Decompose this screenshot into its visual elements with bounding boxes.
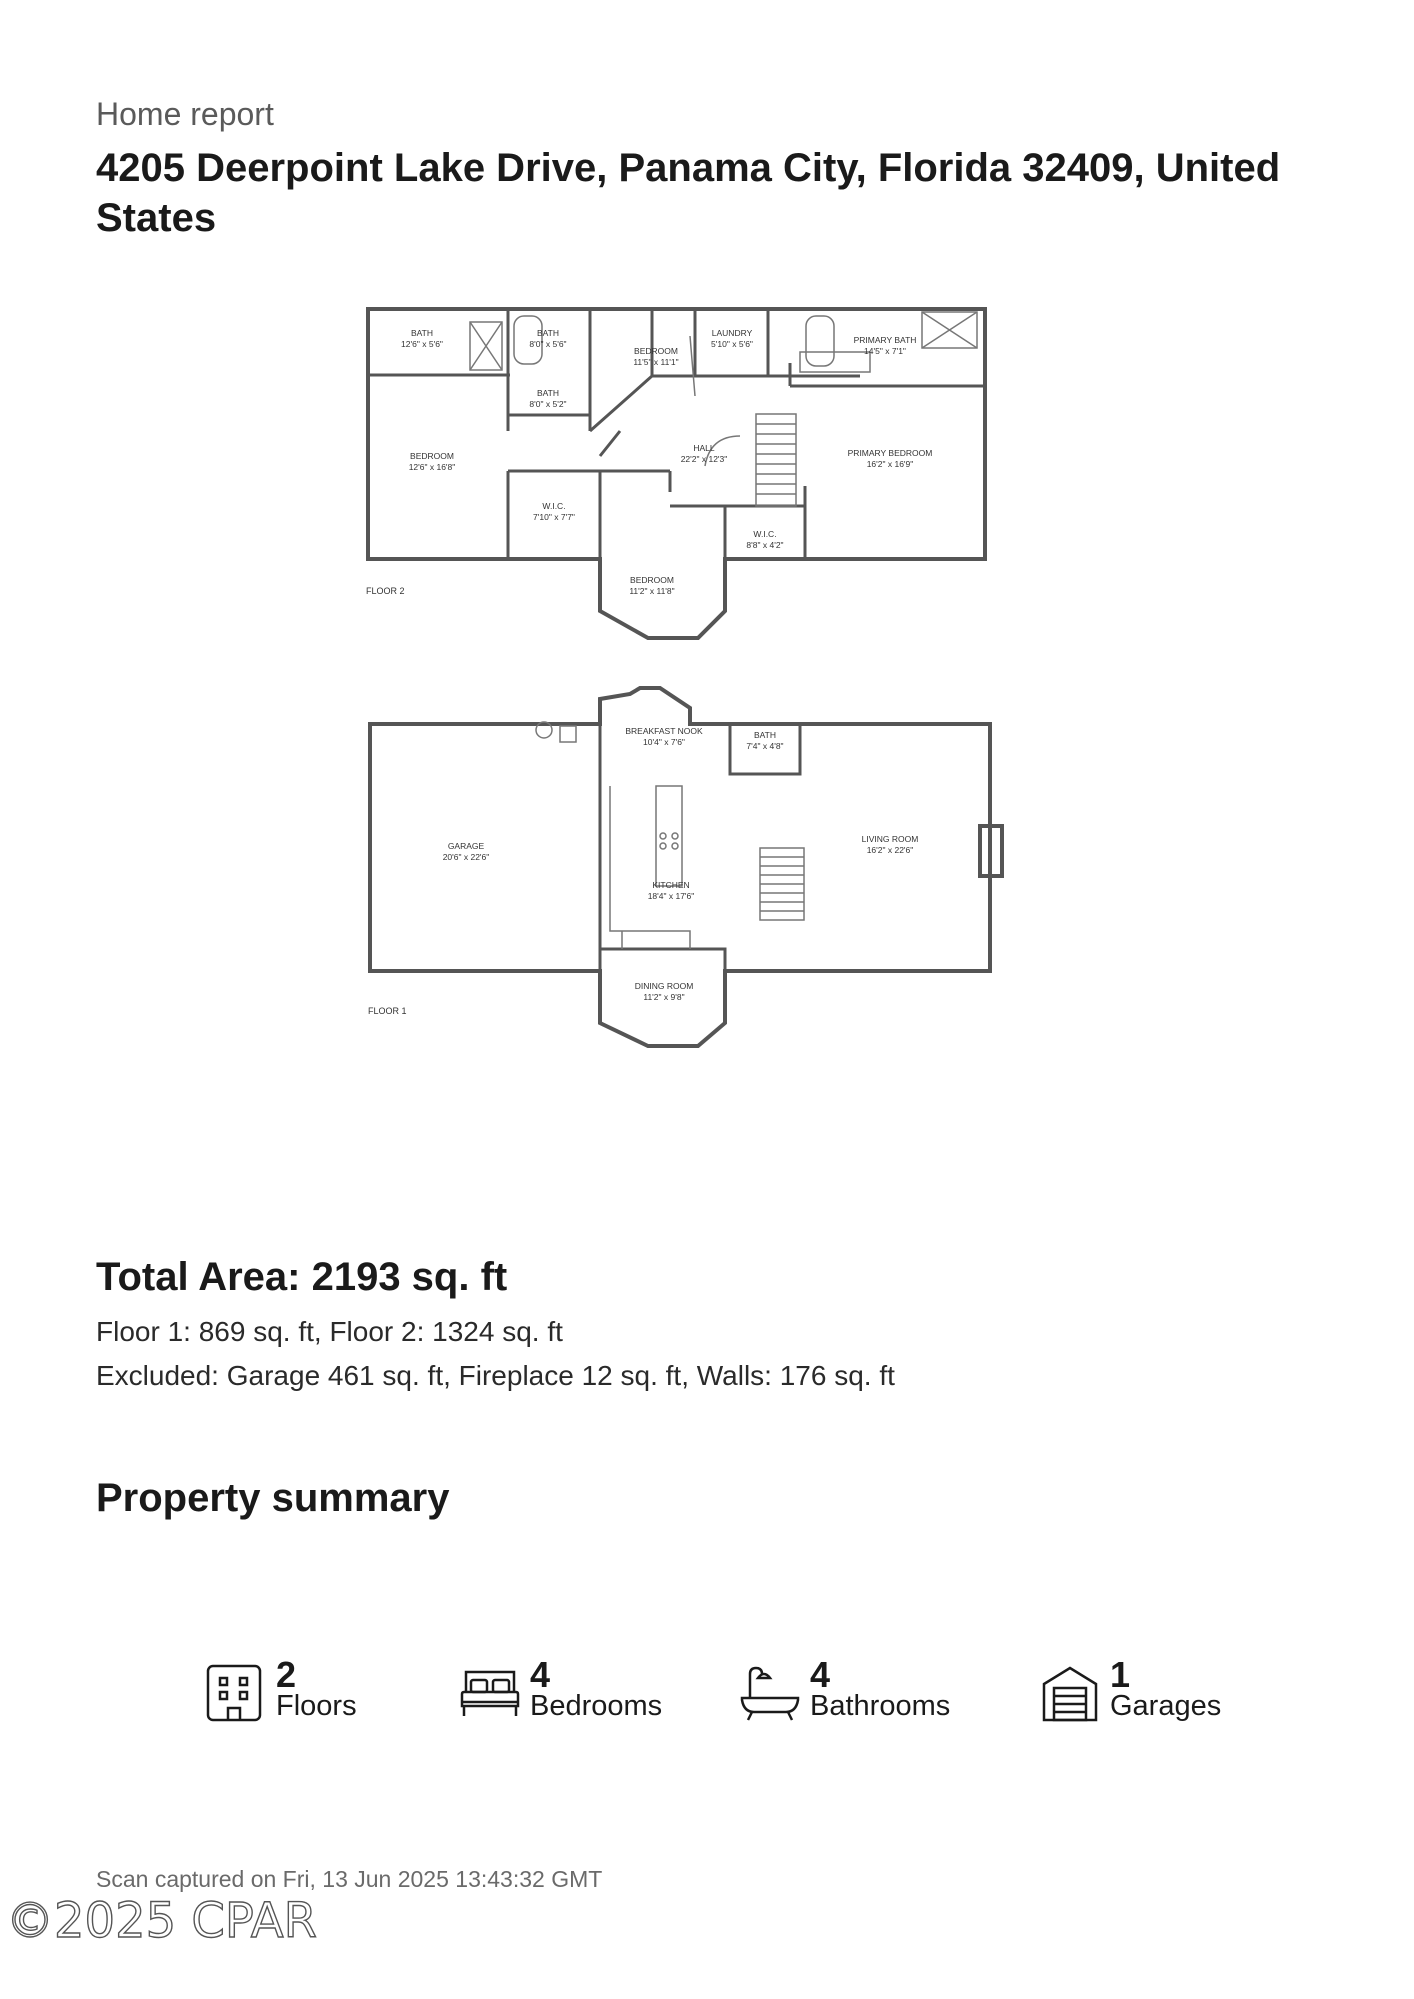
stair-floor2 [756, 414, 796, 506]
svg-text:W.I.C.: W.I.C. [753, 529, 777, 539]
svg-text:DINING ROOM: DINING ROOM [634, 981, 694, 991]
svg-text:BATH: BATH [410, 328, 434, 338]
floor-plan [360, 296, 1020, 1076]
svg-text:LIVING ROOM: LIVING ROOM [861, 834, 919, 844]
svg-text:14'5" x 7'1": 14'5" x 7'1" [864, 346, 906, 356]
watermark [4, 1891, 334, 1951]
garage-icon [1040, 1664, 1100, 1722]
excluded-areas: Excluded: Garage 461 sq. ft, Fireplace 12 sq. ft, Walls: 176 sq. ft [96, 1360, 895, 1391]
stat-label: Bedrooms [530, 1690, 663, 1722]
svg-text:20'6" x 22'6": 20'6" x 22'6" [442, 852, 490, 862]
svg-text:BREAKFAST NOOK: BREAKFAST NOOK [625, 726, 703, 736]
floor2-label: FLOOR 2 [366, 586, 405, 596]
svg-text:BATH: BATH [536, 388, 560, 398]
floor2-room-labels [401, 328, 932, 596]
svg-text:BEDROOM: BEDROOM [634, 346, 678, 356]
svg-text:11'2" x 9'8": 11'2" x 9'8" [643, 992, 685, 1002]
stat-label: Bathrooms [810, 1690, 951, 1722]
stat-value: 4 [530, 1654, 551, 1695]
svg-text:BATH: BATH [536, 328, 560, 338]
svg-text:8'8" x 4'2": 8'8" x 4'2" [746, 540, 784, 550]
scan-captured-date: Scan captured on Fri, 13 Jun 2025 13:43:32 GMT [96, 1866, 603, 1892]
svg-text:PRIMARY BEDROOM: PRIMARY BEDROOM [847, 448, 933, 458]
svg-text:11'2" x 11'8": 11'2" x 11'8" [629, 586, 675, 596]
summary-title: Property summary [96, 1476, 450, 1520]
svg-text:W.I.C.: W.I.C. [542, 501, 566, 511]
svg-text:12'6" x 5'6": 12'6" x 5'6" [401, 339, 443, 349]
svg-text:GARAGE: GARAGE [447, 841, 485, 851]
svg-text:16'2" x 16'9": 16'2" x 16'9" [866, 459, 914, 469]
svg-text:5'10" x 5'6": 5'10" x 5'6" [711, 339, 753, 349]
svg-text:BATH: BATH [753, 730, 777, 740]
svg-text:BEDROOM: BEDROOM [410, 451, 454, 461]
svg-text:7'4" x 4'8": 7'4" x 4'8" [746, 741, 784, 751]
svg-text:LAUNDRY: LAUNDRY [711, 328, 753, 338]
svg-text:18'4" x 17'6": 18'4" x 17'6" [647, 891, 695, 901]
svg-text:8'0" x 5'2": 8'0" x 5'2" [529, 399, 567, 409]
svg-text:PRIMARY BATH: PRIMARY BATH [853, 335, 917, 345]
bathtub-icon [740, 1664, 800, 1722]
svg-text:BEDROOM: BEDROOM [630, 575, 674, 585]
document-label: Home report [96, 96, 274, 132]
watermark-text: ©2025 CPAR [6, 1893, 317, 1949]
svg-text:7'10" x 7'7": 7'10" x 7'7" [533, 512, 575, 522]
stat-label: Floors [276, 1690, 357, 1722]
svg-text:10'4" x 7'6": 10'4" x 7'6" [643, 737, 685, 747]
floor1-room-labels [443, 726, 919, 1002]
svg-text:22'2" x 12'3": 22'2" x 12'3" [680, 454, 728, 464]
svg-text:HALL: HALL [693, 443, 715, 453]
stat-value: 4 [810, 1654, 831, 1695]
floor-areas: Floor 1: 869 sq. ft, Floor 2: 1324 sq. ft [96, 1316, 563, 1347]
svg-text:8'0" x 5'6": 8'0" x 5'6" [529, 339, 567, 349]
building-icon [206, 1664, 262, 1722]
stat-value: 1 [1110, 1654, 1131, 1695]
svg-text:16'2" x 22'6": 16'2" x 22'6" [866, 845, 914, 855]
floor1-label: FLOOR 1 [368, 1006, 407, 1016]
property-address: 4205 Deerpoint Lake Drive, Panama City, Florida 32409, United States [96, 146, 1281, 240]
svg-text:KITCHEN: KITCHEN [652, 880, 690, 890]
stat-value: 2 [276, 1654, 297, 1695]
total-area: Total Area: 2193 sq. ft [96, 1255, 508, 1299]
svg-text:12'6" x 16'8": 12'6" x 16'8" [408, 462, 456, 472]
stat-label: Garages [1110, 1690, 1222, 1722]
bed-icon [460, 1664, 520, 1722]
svg-text:11'5" x 11'1": 11'5" x 11'1" [633, 357, 679, 367]
